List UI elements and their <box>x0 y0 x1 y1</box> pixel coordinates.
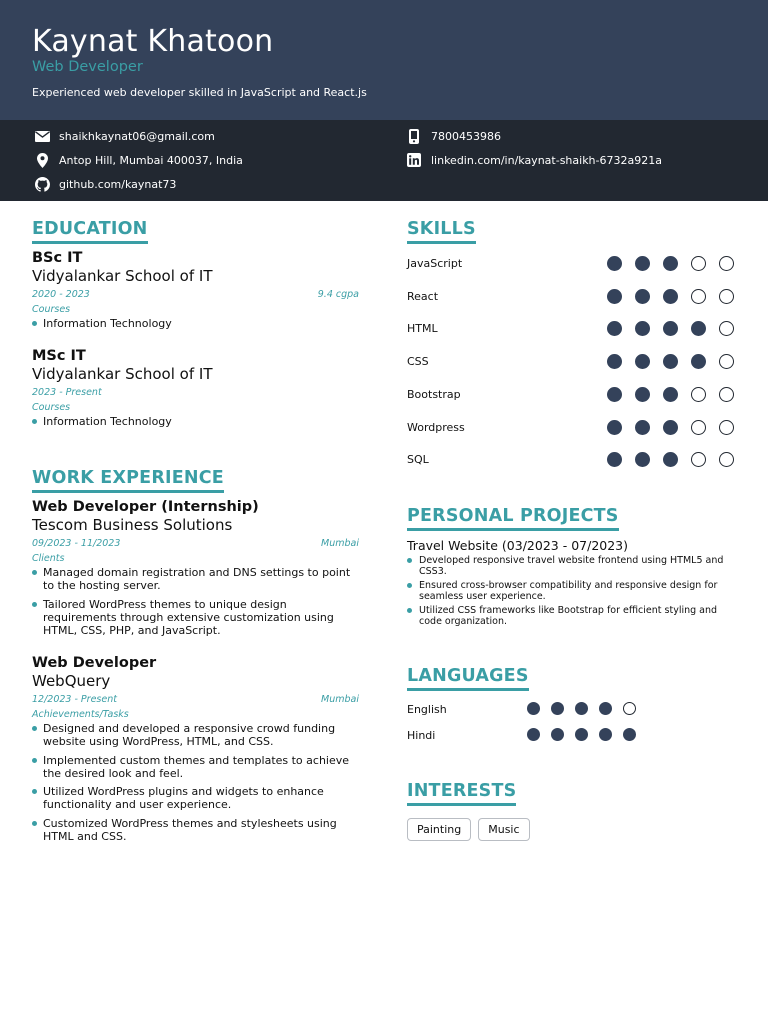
rating-dot-filled <box>691 321 706 336</box>
rating-dot-filled <box>635 387 650 402</box>
phone-text: 7800453986 <box>431 129 501 143</box>
languages-row <box>407 728 737 744</box>
education-score: 9.4 cgpa <box>317 289 359 300</box>
education-meta <box>32 289 359 300</box>
github-text: github.com/kaynat73 <box>59 177 177 191</box>
rating-dot-filled <box>635 354 650 369</box>
work-company: Tescom Business Solutions <box>32 516 233 534</box>
education-dates: 2020 - 2023 <box>32 289 90 300</box>
rating-dots <box>607 420 747 435</box>
rating-dots <box>527 702 647 715</box>
candidate-role: Web Developer <box>32 59 143 75</box>
section-title-personal-projects: PERSONAL PROJECTS <box>407 506 619 531</box>
rating-dot-filled <box>635 321 650 336</box>
education-school: Vidyalankar School of IT <box>32 267 213 285</box>
rating-dots <box>607 452 747 467</box>
rating-dot-empty <box>623 702 636 715</box>
rating-dot-filled <box>663 420 678 435</box>
rating-dot-filled <box>635 256 650 271</box>
rating-dot-filled <box>663 452 678 467</box>
skills-row <box>407 321 737 337</box>
rating-dot-empty <box>719 321 734 336</box>
rating-dot-filled <box>607 289 622 304</box>
rating-dot-filled <box>663 256 678 271</box>
rating-label: CSS <box>407 355 429 369</box>
list-item: Tailored WordPress themes to unique design requirements through extensive customization using HTML, CSS, PHP, and JavaScript. <box>32 598 360 638</box>
rating-dot-filled <box>527 728 540 741</box>
rating-label: Wordpress <box>407 420 465 434</box>
location-pin-icon <box>34 152 50 168</box>
email-text: shaikhkaynat06@gmail.com <box>59 129 215 143</box>
section-title-languages: LANGUAGES <box>407 666 529 691</box>
address-text: Antop Hill, Mumbai 400037, India <box>59 153 243 167</box>
interest-tag: Painting <box>407 818 471 841</box>
education-courses-label: Courses <box>32 304 71 315</box>
work-meta <box>32 538 359 549</box>
rating-dot-empty <box>691 256 706 271</box>
skills-row <box>407 289 737 305</box>
work-company: WebQuery <box>32 672 111 690</box>
skills-row <box>407 256 737 272</box>
section-title-skills: SKILLS <box>407 219 476 244</box>
contact-linkedin[interactable] <box>406 152 662 168</box>
rating-dot-filled <box>663 387 678 402</box>
candidate-name: Kaynat Khatoon <box>32 24 274 59</box>
rating-label: JavaScript <box>407 257 463 270</box>
rating-label: React <box>407 289 439 303</box>
candidate-summary: Experienced web developer skilled in JavaScript and React.js <box>32 86 367 99</box>
education-dates: 2023 - Present <box>32 387 102 398</box>
skills-row <box>407 354 737 370</box>
linkedin-text: linkedin.com/in/kaynat-shaikh-6732a921a <box>431 153 662 167</box>
rating-dot-filled <box>607 256 622 271</box>
rating-dot-filled <box>607 354 622 369</box>
interest-tag: Music <box>478 818 529 841</box>
rating-dot-filled <box>599 702 612 715</box>
list-item: Information Technology <box>32 415 360 428</box>
languages-row <box>407 702 737 718</box>
rating-label: English <box>407 703 447 716</box>
rating-dot-filled <box>607 321 622 336</box>
contact-github[interactable] <box>34 176 176 192</box>
rating-dot-filled <box>635 289 650 304</box>
list-item: Utilized WordPress plugins and widgets to enhance functionality and user experience. <box>32 785 360 812</box>
section-title-work-experience: WORK EXPERIENCE <box>32 468 224 493</box>
rating-dot-filled <box>575 728 588 741</box>
rating-label: Hindi <box>407 729 436 742</box>
education-course-list <box>32 317 360 335</box>
skills-row <box>407 420 737 436</box>
work-label: Achievements/Tasks <box>32 709 129 720</box>
rating-dot-empty <box>719 387 734 402</box>
skills-row <box>407 387 737 403</box>
work-location: Mumbai <box>321 538 359 549</box>
rating-dot-filled <box>551 702 564 715</box>
list-item: Managed domain registration and DNS settings to point to the hosting server. <box>32 566 360 593</box>
rating-dot-filled <box>691 354 706 369</box>
work-bullet-list <box>32 566 360 642</box>
list-item: Utilized CSS frameworks like Bootstrap for efficient styling and code organization. <box>407 605 737 627</box>
rating-dot-empty <box>719 420 734 435</box>
rating-dot-filled <box>635 452 650 467</box>
contact-address <box>34 152 243 168</box>
rating-dots <box>527 728 647 741</box>
rating-dot-filled <box>663 289 678 304</box>
rating-label: HTML <box>407 322 438 336</box>
project-title: Travel Website (03/2023 - 07/2023) <box>407 538 629 553</box>
rating-dot-filled <box>599 728 612 741</box>
rating-dot-empty <box>719 354 734 369</box>
work-bullet-list <box>32 722 360 848</box>
contact-phone[interactable] <box>406 128 501 144</box>
phone-icon <box>406 128 422 144</box>
rating-dots <box>607 289 747 304</box>
rating-dot-empty <box>719 289 734 304</box>
rating-dot-empty <box>719 256 734 271</box>
rating-dot-empty <box>719 452 734 467</box>
work-meta <box>32 694 359 705</box>
rating-dot-filled <box>663 354 678 369</box>
rating-dot-empty <box>691 289 706 304</box>
rating-dot-empty <box>691 452 706 467</box>
rating-dot-filled <box>607 420 622 435</box>
rating-dot-filled <box>607 387 622 402</box>
work-dates: 09/2023 - 11/2023 <box>32 538 121 549</box>
education-school: Vidyalankar School of IT <box>32 365 213 383</box>
rating-dot-empty <box>691 420 706 435</box>
envelope-icon <box>34 128 50 144</box>
contact-email[interactable] <box>34 128 215 144</box>
list-item: Information Technology <box>32 317 360 330</box>
list-item: Ensured cross-browser compatibility and responsive design for seamless user experience. <box>407 580 737 602</box>
resume-header <box>0 0 768 120</box>
rating-dot-empty <box>691 387 706 402</box>
section-title-interests: INTERESTS <box>407 781 516 806</box>
interest-tags <box>407 818 537 841</box>
list-item: Developed responsive travel website frontend using HTML5 and CSS3. <box>407 555 737 577</box>
rating-dot-filled <box>663 321 678 336</box>
list-item: Implemented custom themes and templates to achieve the desired look and feel. <box>32 754 360 781</box>
education-degree: BSc IT <box>32 250 83 266</box>
rating-dots <box>607 321 747 336</box>
education-courses-label: Courses <box>32 402 71 413</box>
work-position: Web Developer <box>32 655 157 671</box>
skills-row <box>407 452 737 468</box>
contact-bar <box>0 120 768 201</box>
work-position: Web Developer (Internship) <box>32 499 259 515</box>
list-item: Customized WordPress themes and stylesheets using HTML and CSS. <box>32 817 360 844</box>
work-location: Mumbai <box>321 694 359 705</box>
rating-dot-filled <box>551 728 564 741</box>
education-degree: MSc IT <box>32 348 86 364</box>
work-label: Clients <box>32 553 65 564</box>
linkedin-icon <box>406 152 422 168</box>
work-dates: 12/2023 - Present <box>32 694 117 705</box>
section-title-education: EDUCATION <box>32 219 148 244</box>
rating-dot-filled <box>635 420 650 435</box>
rating-dot-filled <box>623 728 636 741</box>
rating-dots <box>607 354 747 369</box>
rating-dots <box>607 256 747 271</box>
rating-dots <box>607 387 747 402</box>
rating-dot-filled <box>527 702 540 715</box>
rating-dot-filled <box>575 702 588 715</box>
education-meta <box>32 387 359 398</box>
education-course-list <box>32 415 360 433</box>
rating-label: Bootstrap <box>407 387 461 401</box>
list-item: Designed and developed a responsive crowd funding website using WordPress, HTML, and CSS. <box>32 722 360 749</box>
github-icon <box>34 176 50 192</box>
project-bullet-list <box>407 555 737 630</box>
rating-dot-filled <box>607 452 622 467</box>
rating-label: SQL <box>407 453 429 467</box>
